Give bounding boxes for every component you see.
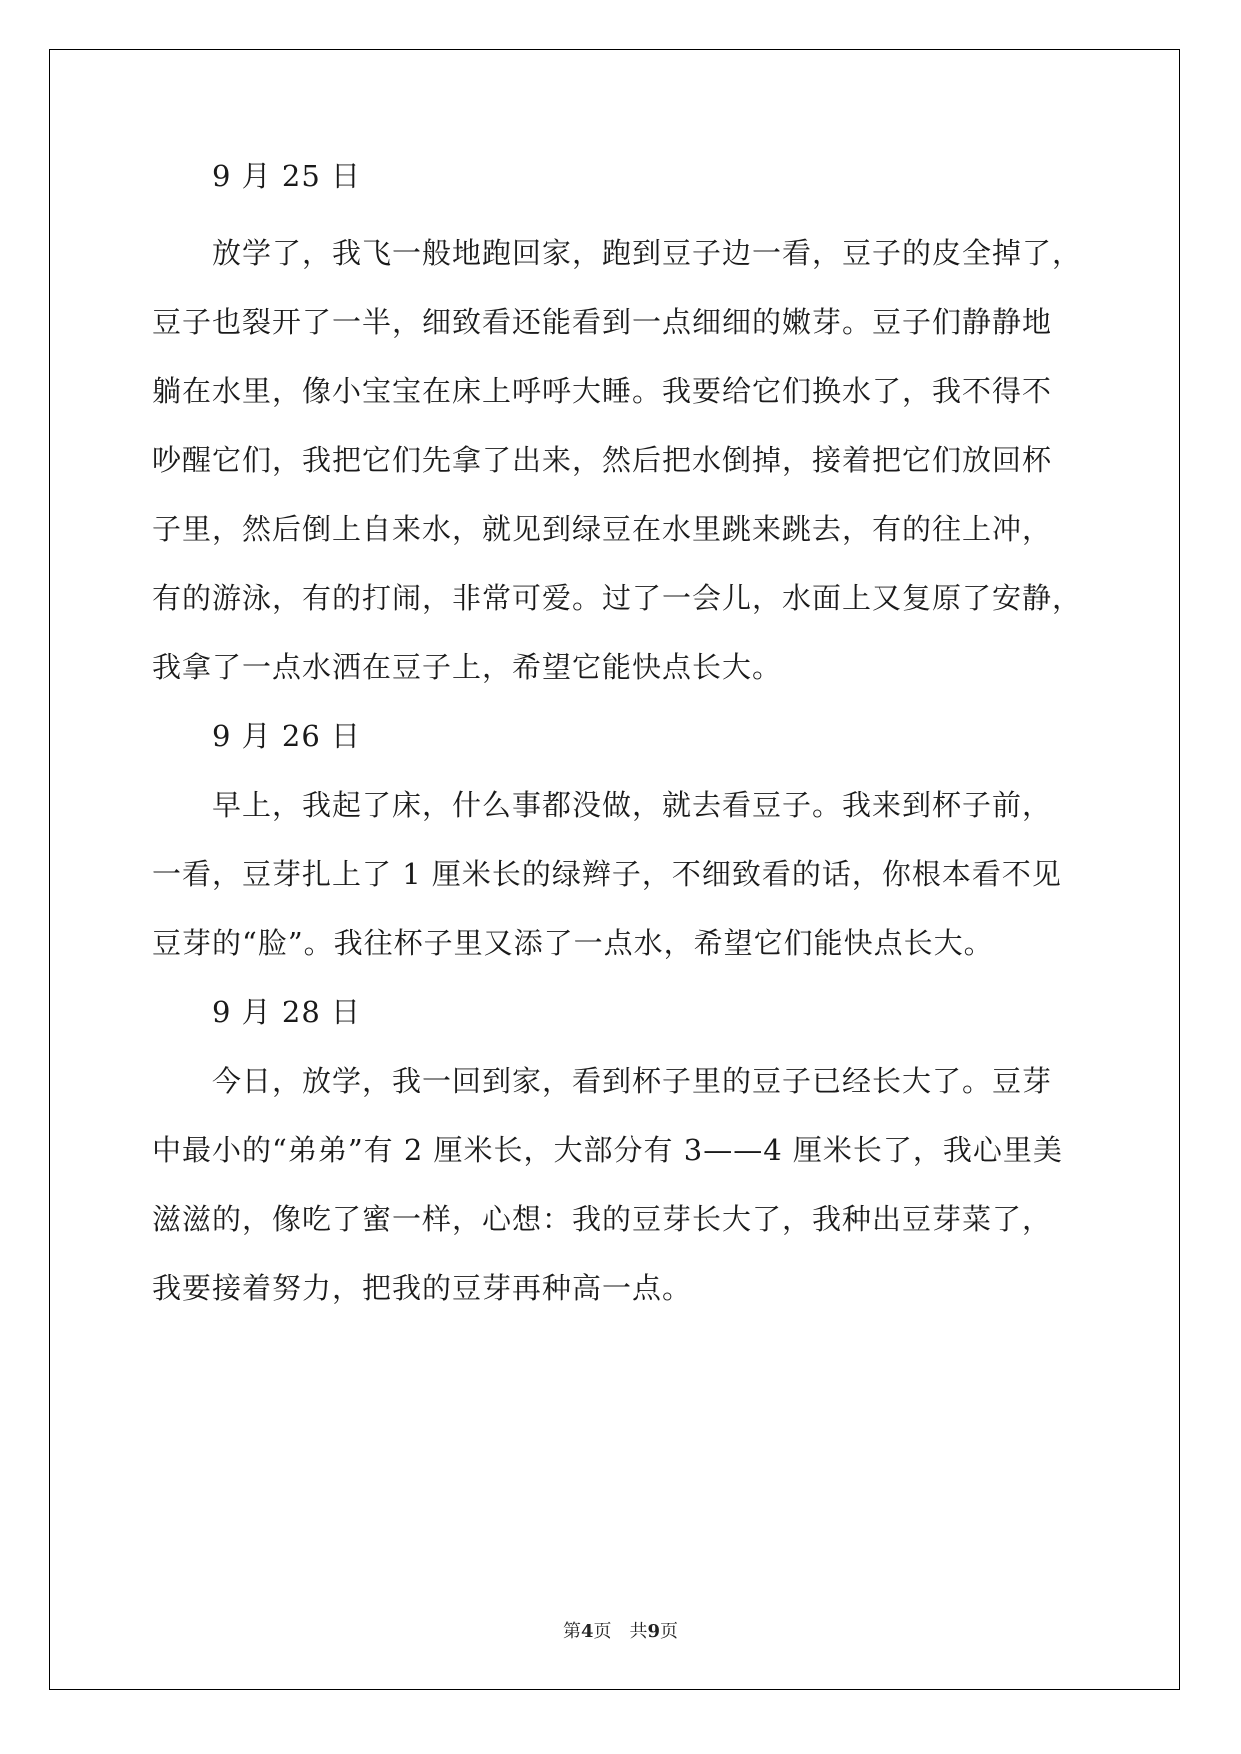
footer-prefix: 第	[562, 1621, 581, 1642]
paragraph-line: 有的游泳，有的打闹，非常可爱。过了一会儿，水面上又复原了安静，	[152, 581, 1083, 615]
paragraph-line: 吵醒它们，我把它们先拿了出来，然后把水倒掉，接着把它们放回杯	[152, 443, 1053, 477]
paragraph-line: 中最小的“弟弟”有 2 厘米长，大部分有 3——4 厘米长了，我心里美	[152, 1133, 1063, 1167]
date-heading-0926: 9 月 26 日	[212, 719, 362, 753]
paragraph-line: 我拿了一点水洒在豆子上，希望它能快点长大。	[152, 650, 783, 684]
footer-middle: 页 共	[593, 1621, 648, 1642]
date-heading-0928: 9 月 28 日	[212, 995, 362, 1029]
paragraph-line: 豆芽的“脸”。我往杯子里又添了一点水，希望它们能快点长大。	[152, 926, 994, 960]
paragraph-line: 早上，我起了床，什么事都没做，就去看豆子。我来到杯子前，	[212, 788, 1053, 822]
paragraph-line: 我要接着努力，把我的豆芽再种高一点。	[152, 1271, 693, 1305]
footer-suffix: 页	[660, 1621, 679, 1642]
paragraph-line: 子里，然后倒上自来水，就见到绿豆在水里跳来跳去，有的往上冲，	[152, 512, 1053, 546]
footer-page-number: 4	[580, 1621, 594, 1642]
paragraph-line: 豆子也裂开了一半，细致看还能看到一点细细的嫩芽。豆子们静静地	[152, 305, 1053, 339]
paragraph-line: 滋滋的，像吃了蜜一样，心想：我的豆芽长大了，我种出豆芽菜了，	[152, 1202, 1053, 1236]
paragraph-line: 今日，放学，我一回到家，看到杯子里的豆子已经长大了。豆芽	[212, 1064, 1053, 1098]
page-footer	[0, 1617, 1241, 1643]
paragraph-line: 放学了，我飞一般地跑回家，跑到豆子边一看，豆子的皮全掉了，	[212, 236, 1083, 270]
date-heading-0925: 9 月 25 日	[212, 159, 362, 193]
paragraph-line: 躺在水里，像小宝宝在床上呼呼大睡。我要给它们换水了，我不得不	[152, 374, 1053, 408]
footer-total-pages: 9	[647, 1621, 661, 1642]
paragraph-line: 一看，豆芽扎上了 1 厘米长的绿辫子，不细致看的话，你根本看不见	[152, 857, 1062, 891]
